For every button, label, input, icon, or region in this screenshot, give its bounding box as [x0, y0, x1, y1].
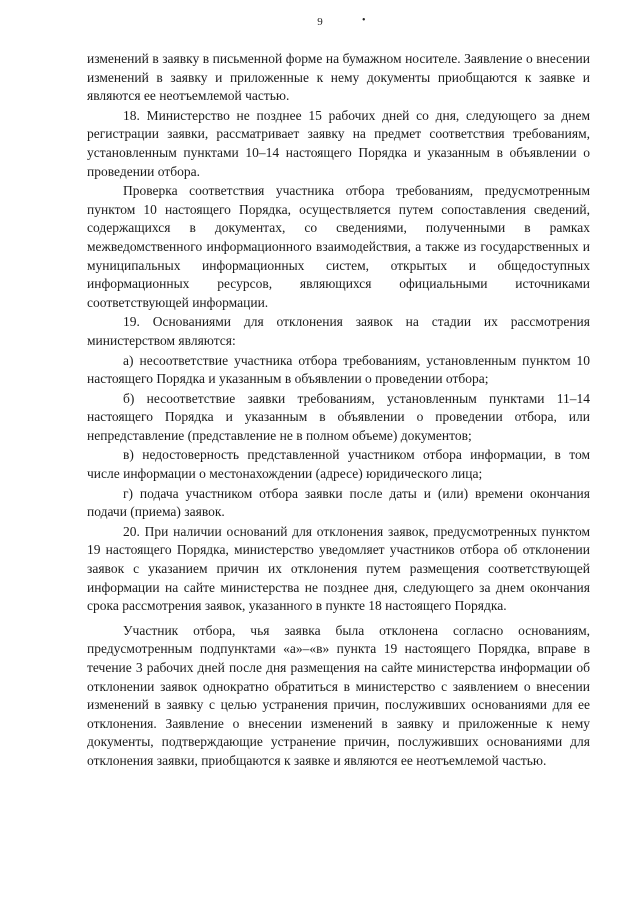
paragraph-clause-20: 20. При наличии оснований для отклонения заявок, предусмотренных пунктом 19 настоящего Порядка, министерство уведомляет участников отбора об отклонении заявок с указанием причин их отклонения путем размещения соответствующей информации на сайте министерства не позднее дня, следующего за днем окончания срока рассмотрения заявок, указанного в пункте 18 настоящего Порядка. [87, 523, 590, 614]
paragraph-item-b: б) несоответствие заявки требованиям, установленным пунктами 11–14 настоящего Порядка и указанным в объявлении о проведении отбора, или непредставление (представление не в полном объеме) документов; [87, 390, 590, 443]
paragraph-item-g: г) подача участником отбора заявки после даты и (или) времени окончания подачи (приема) заявок. [87, 485, 590, 520]
paragraph-resubmission: Участник отбора, чья заявка была отклонена согласно основаниям, предусмотренным подпунктами «а»–«в» пункта 19 настоящего Порядка, вправе в течение 3 рабочих дней после дня размещения на сайте министерства информации об отклонении заявок однократно обратиться в министерство с заявлением о внесении изменений в заявку с целью устранения причин, послуживших основаниями для ее отклонения. Заявление о внесении изменений в заявку и приложенные к нему документы, подтверждающие устранение причин, послуживших основаниями для отклонения заявки, приобщаются к заявке и являются ее неотъемлемой частью. [87, 622, 590, 768]
paragraph-item-v: в) недостоверность представленной участником отбора информации, в том числе информации о местонахождении (адресе) юридического лица; [87, 447, 590, 482]
scan-mark: • [362, 15, 366, 26]
page-number: 9 [317, 16, 323, 28]
document-body [87, 50, 590, 772]
paragraph-clause-19: 19. Основаниями для отклонения заявок на стадии их рассмотрения министерством являются: [87, 314, 590, 348]
paragraph-verification: Проверка соответствия участника отбора требованиям, предусмотренным пунктом 10 настоящего Порядка, осуществляется путем сопоставления сведений, содержащихся в документах, со сведениями, полученными в рамках межведомственного информационного взаимодействия, а также из государственных и муниципальных информационных систем, открытых и общедоступных информационных ресурсов, являющихся официальными источниками соответствующей информации. [87, 183, 590, 310]
paragraph-continuation: изменений в заявку в письменной форме на бумажном носителе. Заявление о внесении изменений в заявку и приложенные к нему документы приобщаются к заявке и являются ее неотъемлемой частью. [87, 51, 590, 104]
paragraph-clause-18: 18. Министерство не позднее 15 рабочих дней со дня, следующего за днем регистрации заявки, рассматривает заявку на предмет соответствия требованиям, установленным пунктами 10–14 настоящего Порядка и указанным в объявлении о проведении отбора. [87, 107, 590, 179]
paragraph-item-a: а) несоответствие участника отбора требованиям, установленным пунктом 10 настоящего Порядка и указанным в объявлении о проведении отбора; [87, 352, 590, 387]
